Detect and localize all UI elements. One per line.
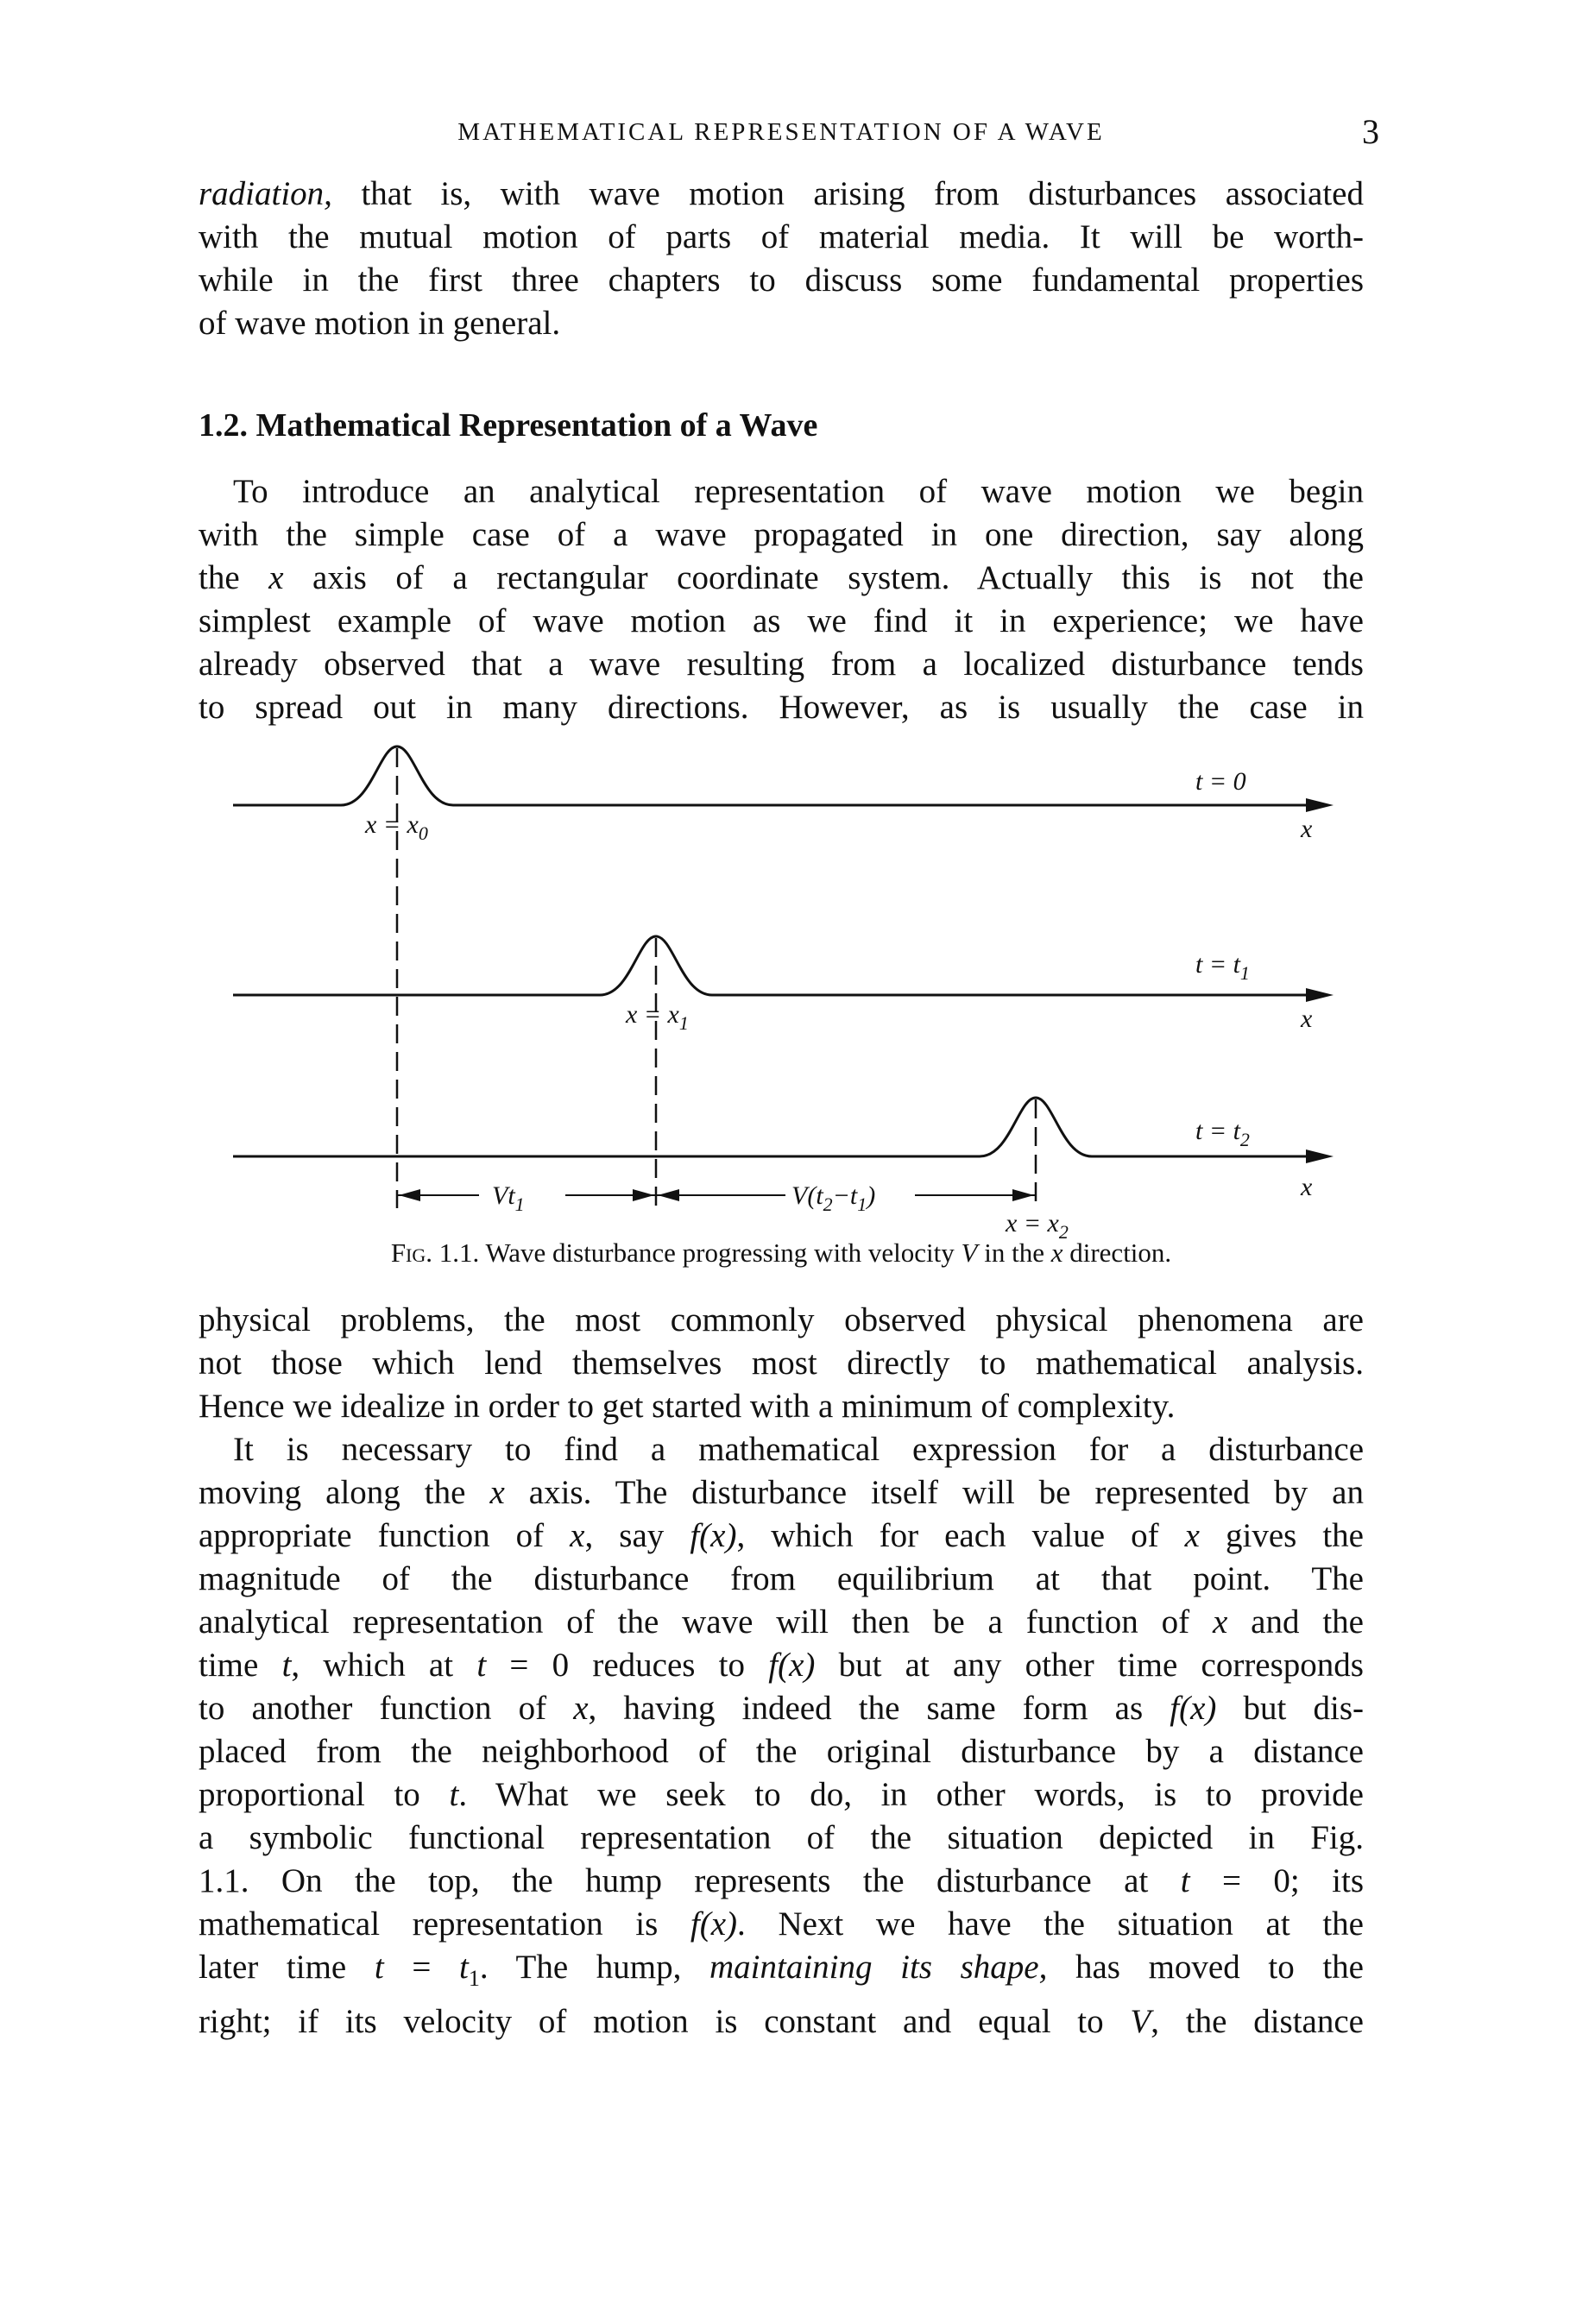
wave-row-3-curve (233, 1098, 1316, 1156)
text-line: appropriate function of x, say f(x), which for each value of x gives the (199, 1517, 1364, 1554)
axis-label-row-1: x (1301, 815, 1313, 843)
text-line: placed from the neighborhood of the original disturbance by a distance (199, 1733, 1364, 1770)
caption-text: Wave disturbance progressing with velocity (479, 1238, 962, 1268)
axis-arrow-row-3 (1306, 1149, 1334, 1163)
text-line: while in the first three chapters to discuss some fundamental properties (199, 261, 1364, 299)
math-var: x (268, 559, 284, 596)
text-line: to another function of x, having indeed the same form as f(x) but dis- (199, 1690, 1364, 1727)
dimension-label-vt1: $Vt_1$ (492, 1181, 525, 1215)
text-line: Hence we idealize in order to get started with a minimum of complexity. (199, 1388, 1176, 1425)
dimension-arrow-right (633, 1189, 654, 1201)
text-line: a symbolic functional representation of the situation depicted in Fig. (199, 1819, 1364, 1856)
text-line: not those which lend themselves most directly to mathematical analysis. (199, 1345, 1364, 1382)
math-var: x (1050, 1238, 1063, 1268)
axis-arrow-row-2 (1306, 988, 1334, 1002)
position-label-row-1: $x = x_0$ (365, 810, 428, 844)
dimension-arrow-left-2 (658, 1189, 679, 1201)
wave-row-2-curve (233, 936, 1316, 995)
time-label-row-3: $t = t_2$ (1195, 1117, 1250, 1150)
text-line: later time $t = t_1$. The hump, maintaining its shape, has moved to the (199, 1949, 1364, 1991)
text-span: that is, with wave motion arising from disturbances associated (331, 175, 1364, 212)
time-label-row-2: $t = t_1$ (1195, 950, 1250, 984)
wave-row-1-curve (233, 746, 1316, 805)
text-line: moving along the x axis. The disturbance itself will be represented by an (199, 1474, 1364, 1511)
position-label-row-3: $x = x_2$ (1006, 1209, 1069, 1243)
text-line: already observed that a wave resulting from a localized disturbance tends (199, 646, 1364, 683)
section-heading: 1.2. Mathematical Representation of a Wave (199, 407, 818, 444)
text-line (199, 173, 1364, 216)
page-number: 3 (1362, 112, 1379, 151)
text-line: 1.1. On the top, the hump represents the disturbance at t = 0; its (199, 1862, 1364, 1899)
italic-term: radiation, (199, 175, 332, 212)
axis-arrow-row-1 (1306, 798, 1334, 812)
text-line: analytical representation of the wave will then be a function of x and the (199, 1603, 1364, 1641)
text-line: proportional to t. What we seek to do, in other words, is to provide (199, 1776, 1364, 1813)
text-line: with the simple case of a wave propagated in one direction, say along (199, 516, 1364, 553)
body-text (199, 1299, 1364, 2044)
running-head (199, 110, 1379, 154)
running-title: MATHEMATICAL REPRESENTATION OF A WAVE (457, 118, 1105, 146)
text-line: of wave motion in general. (199, 305, 561, 342)
text-line: with the mutual motion of parts of material media. It will be worth- (199, 218, 1364, 255)
dimension-arrow-left (399, 1189, 420, 1201)
text-line: It is necessary to find a mathematical expression for a disturbance (233, 1431, 1364, 1468)
text-span: axis of a rectangular coordinate system. Actually this is not the (283, 559, 1364, 596)
section-paragraph (199, 470, 1364, 729)
text-span: the (199, 559, 269, 596)
text-line: right; if its velocity of motion is constant and equal to V, the distance (199, 2002, 1364, 2040)
text-line: simplest example of wave motion as we find it in experience; we have (199, 602, 1364, 639)
intro-paragraph (199, 173, 1364, 345)
text-line: magnitude of the disturbance from equilibrium at that point. The (199, 1560, 1364, 1597)
dimension-label-vt2t1: $V(t_2-t_1)$ (791, 1181, 876, 1215)
math-var: V (961, 1238, 978, 1268)
text-line: physical problems, the most commonly observed physical phenomena are (199, 1301, 1364, 1338)
text-line (199, 557, 1364, 600)
time-label-row-1: t = 0 (1195, 767, 1246, 796)
caption-text: in the (977, 1238, 1051, 1268)
position-label-row-2: $x = x_1$ (626, 1000, 689, 1034)
dimension-arrow-right-2 (1012, 1189, 1034, 1201)
text-line: To introduce an analytical representation of wave motion we begin (233, 473, 1364, 510)
axis-label-row-2: x (1301, 1005, 1313, 1033)
axis-label-row-3: x (1301, 1173, 1313, 1201)
figure-caption (199, 1236, 1364, 1270)
caption-text: direction. (1062, 1238, 1172, 1268)
wave-figure (220, 738, 1342, 1256)
text-line: to spread out in many directions. However, as is usually the case in (199, 689, 1364, 726)
text-line: mathematical representation is f(x). Next we have the situation at the (199, 1905, 1364, 1943)
text-line: time t, which at t = 0 reduces to f(x) but at any other time corresponds (199, 1647, 1364, 1684)
caption-label: Fig. 1.1. (390, 1238, 480, 1268)
